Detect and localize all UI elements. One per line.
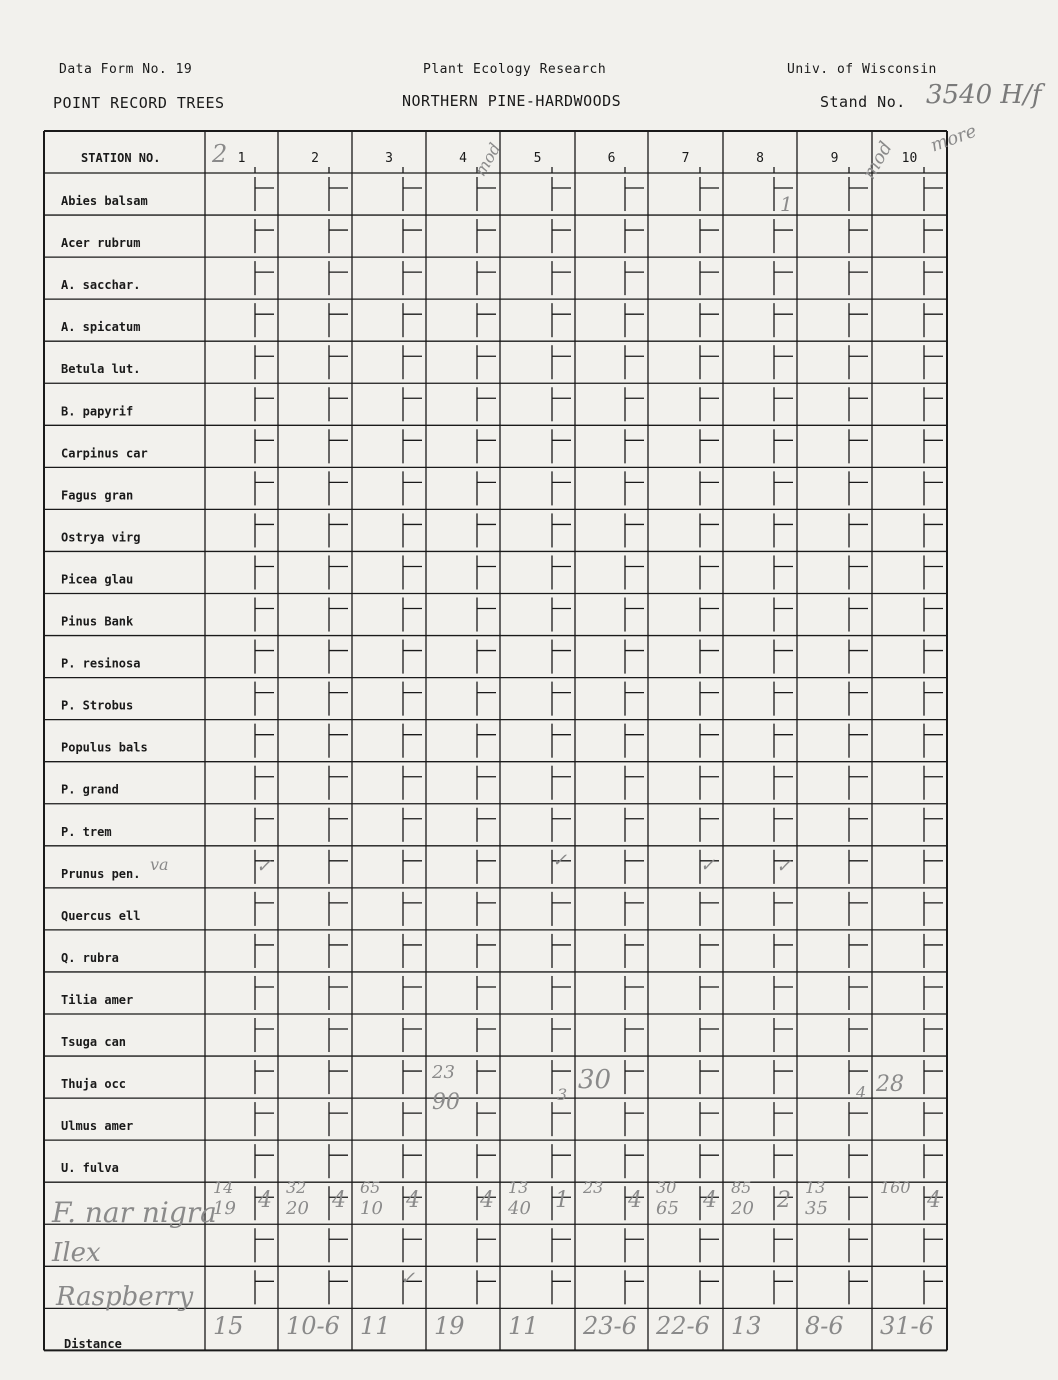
forest-type: NORTHERN PINE-HARDWOODS bbox=[402, 92, 622, 110]
fraxinus-s1-count: 4 bbox=[258, 1188, 272, 1214]
fraxinus-s1-top: 14 bbox=[213, 1178, 234, 1198]
station-number: 5 bbox=[533, 151, 542, 166]
species-label: P. grand bbox=[61, 782, 119, 797]
station-number: 2 bbox=[311, 151, 319, 166]
form-number: Data Form No. 19 bbox=[59, 62, 193, 77]
species-label: P. Strobus bbox=[61, 698, 134, 713]
species-label: Pinus Bank bbox=[61, 614, 134, 629]
station-number: 3 bbox=[385, 151, 393, 166]
fraxinus-s9-bottom: 35 bbox=[805, 1198, 828, 1220]
fraxinus-s3-bottom: 10 bbox=[360, 1198, 383, 1220]
station-number: 10 bbox=[901, 151, 918, 166]
station-number: 7 bbox=[681, 151, 690, 166]
station-numbers bbox=[238, 151, 918, 166]
fraxinus-s1-bottom: 19 bbox=[213, 1198, 236, 1220]
stand-value: 3540 H/f bbox=[926, 80, 1042, 110]
fraxinus-s5-count: 1 bbox=[555, 1188, 569, 1214]
distance-station-10: 31-6 bbox=[880, 1312, 934, 1341]
research-title: Plant Ecology Research bbox=[423, 62, 607, 77]
station-label: STATION NO. bbox=[81, 151, 161, 165]
station-number: 4 bbox=[459, 151, 467, 166]
species-label: Thuja occ bbox=[61, 1077, 127, 1092]
distance-station-8: 13 bbox=[731, 1312, 762, 1341]
station-number: 1 bbox=[237, 151, 246, 166]
species-label: Betula lut. bbox=[61, 362, 141, 377]
distance-station-6: 23-6 bbox=[583, 1312, 637, 1341]
fraxinus-s2-count: 4 bbox=[332, 1188, 346, 1214]
distance-station-1: 15 bbox=[213, 1312, 244, 1341]
thuja-s10-value: 28 bbox=[876, 1072, 904, 1097]
species-label: Quercus ell bbox=[61, 908, 141, 923]
distance-label: Distance bbox=[64, 1337, 122, 1351]
species-label: U. fulva bbox=[61, 1161, 119, 1176]
distance-station-7: 22-6 bbox=[656, 1312, 710, 1341]
station-number: 9 bbox=[830, 151, 839, 166]
extra-row-fraxinus: F. nar nigra bbox=[52, 1196, 217, 1229]
fraxinus-s7-count: 4 bbox=[703, 1188, 717, 1214]
species-label: Abies balsam bbox=[61, 194, 148, 208]
fraxinus-s6-top: 23 bbox=[583, 1178, 604, 1198]
prunus-check-7: ✓ bbox=[700, 855, 716, 876]
fraxinus-s7-bottom: 65 bbox=[656, 1198, 679, 1220]
station-number: 6 bbox=[607, 151, 616, 166]
station4-note: mod bbox=[470, 139, 505, 180]
fraxinus-s6-count: 4 bbox=[628, 1188, 642, 1214]
fraxinus-s2-bottom: 20 bbox=[286, 1198, 309, 1220]
species-label: Ulmus amer bbox=[61, 1119, 134, 1134]
species-label: P. trem bbox=[61, 824, 112, 839]
fraxinus-s8-bottom: 20 bbox=[731, 1198, 754, 1220]
fraxinus-s4-count: 4 bbox=[480, 1188, 494, 1214]
species-label: A. sacchar. bbox=[61, 278, 141, 293]
station9-note: mod bbox=[858, 138, 897, 183]
species-label: Carpinus car bbox=[61, 446, 148, 461]
species-label: P. resinosa bbox=[61, 656, 141, 671]
extra-row-raspberry: Raspberry bbox=[56, 1282, 194, 1312]
species-label: Q. rubra bbox=[61, 950, 119, 965]
distance-station-4: 19 bbox=[434, 1312, 465, 1341]
university-name: Univ. of Wisconsin bbox=[787, 62, 937, 77]
species-label: Tsuga can bbox=[61, 1035, 127, 1049]
fraxinus-s8-count: 2 bbox=[777, 1188, 791, 1214]
fraxinus-s8-top: 85 bbox=[731, 1178, 752, 1198]
prunus-check-5: ✓ bbox=[552, 850, 568, 871]
fraxinus-s3-count: 4 bbox=[406, 1188, 420, 1214]
species-label: Fagus gran bbox=[61, 488, 134, 503]
thuja-s4-top: 23 bbox=[432, 1062, 455, 1083]
fraxinus-s7-top: 30 bbox=[656, 1178, 677, 1198]
stand-label: Stand No. bbox=[820, 93, 906, 111]
species-label: Prunus pen. bbox=[61, 866, 141, 881]
station-number: 8 bbox=[756, 151, 764, 166]
grid-ticks bbox=[235, 167, 943, 1308]
fraxinus-s5-top: 13 bbox=[508, 1178, 529, 1198]
thuja-s9-count: 4 bbox=[856, 1083, 867, 1102]
station10-note: more bbox=[927, 120, 980, 157]
species-label: Picea glau bbox=[61, 572, 134, 587]
form-title: POINT RECORD TREES bbox=[53, 94, 225, 112]
abies-station8-value: 1 bbox=[780, 192, 793, 216]
species-label: Ostrya virg bbox=[61, 530, 141, 545]
distance-station-9: 8-6 bbox=[805, 1312, 844, 1341]
ilex-check: ✓ bbox=[400, 1268, 416, 1289]
species-label: B. papyrif bbox=[61, 404, 134, 419]
fraxinus-s2-top: 32 bbox=[286, 1178, 307, 1198]
fraxinus-s10-count: 4 bbox=[927, 1188, 941, 1214]
species-label: Tilia amer bbox=[61, 992, 134, 1007]
distance-station-5: 11 bbox=[508, 1312, 539, 1341]
distance-station-2: 10-6 bbox=[286, 1312, 340, 1341]
prunus-check-1: ✓ bbox=[256, 856, 272, 877]
station-prefix-note: 2 bbox=[212, 140, 228, 168]
species-label: A. spicatum bbox=[61, 320, 141, 335]
fraxinus-s3-top: 65 bbox=[360, 1178, 381, 1198]
fraxinus-s5-bottom: 40 bbox=[508, 1198, 531, 1220]
distance-station-3: 11 bbox=[360, 1312, 391, 1341]
prunus-check-8: ✓ bbox=[776, 856, 792, 877]
extra-row-ilex: Ilex bbox=[52, 1238, 101, 1268]
fraxinus-s10-top: 160 bbox=[880, 1178, 911, 1198]
thuja-s4-bottom: 90 bbox=[432, 1090, 460, 1115]
fraxinus-s9-top: 13 bbox=[805, 1178, 826, 1198]
prunus-note: va bbox=[150, 855, 169, 874]
thuja-s6-value: 30 bbox=[578, 1065, 612, 1095]
species-label: Acer rubrum bbox=[61, 236, 141, 251]
species-label: Populus bals bbox=[61, 740, 148, 755]
thuja-s5-count: 3 bbox=[557, 1085, 568, 1104]
